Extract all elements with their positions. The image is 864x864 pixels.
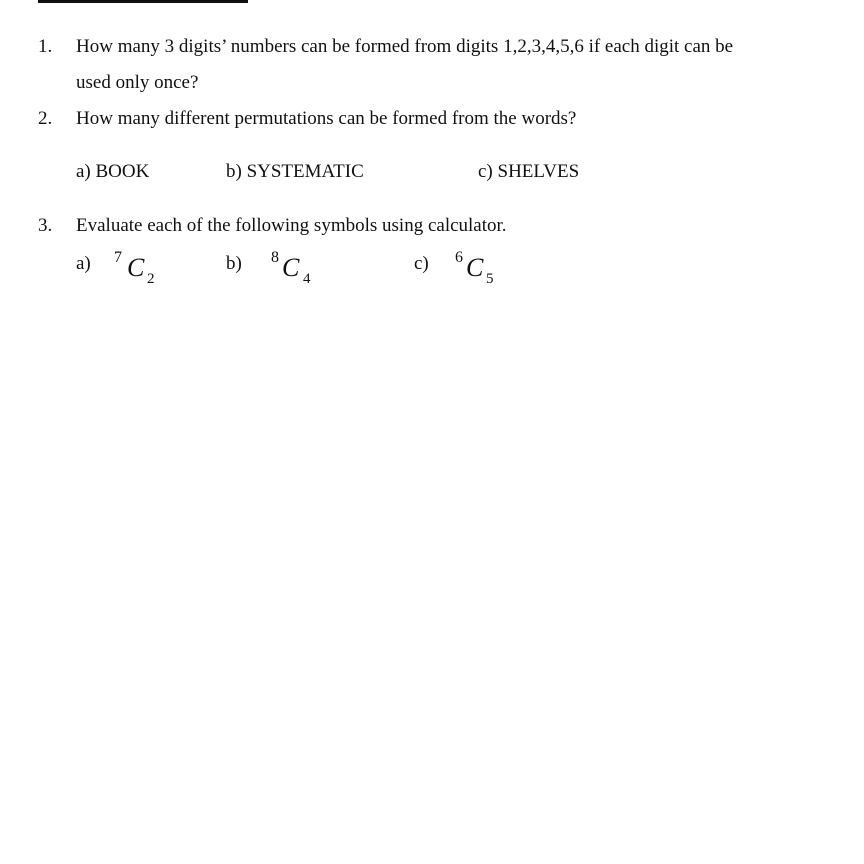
question-2-option-b: b) SYSTEMATIC xyxy=(226,161,364,182)
question-2-option-a: a) BOOK xyxy=(76,161,150,182)
combination-c-label: c) xyxy=(414,253,429,274)
question-2-number: 2. xyxy=(38,108,53,129)
combination-b-r: 4 xyxy=(303,271,311,287)
question-3-number: 3. xyxy=(38,215,53,236)
combination-c-r: 5 xyxy=(486,271,494,287)
combination-c-c: C xyxy=(466,253,484,282)
question-1-text-line-2: used only once? xyxy=(76,72,199,93)
question-1-number: 1. xyxy=(38,36,53,57)
combination-b-n: 8 xyxy=(271,249,279,266)
combination-a-c: C xyxy=(127,253,145,282)
question-3-text: Evaluate each of the following symbols using calculator. xyxy=(76,215,507,236)
combination-symbol-a xyxy=(76,249,186,293)
combination-b-label: b) xyxy=(226,253,242,274)
combination-c-n: 6 xyxy=(455,249,463,266)
combination-symbol-b xyxy=(226,249,336,293)
combination-a-n: 7 xyxy=(114,249,122,266)
top-underline-rule xyxy=(38,0,248,3)
combination-b-c: C xyxy=(282,253,300,282)
combination-symbol-c xyxy=(414,249,524,293)
question-1-text-line-1: How many 3 digits’ numbers can be formed from digits 1,2,3,4,5,6 if each digit can be xyxy=(76,36,734,57)
combination-a-r: 2 xyxy=(147,271,155,287)
question-2-text: How many different permutations can be formed from the words? xyxy=(76,108,577,129)
question-2-option-c: c) SHELVES xyxy=(478,161,580,182)
combination-a-label: a) xyxy=(76,253,91,274)
